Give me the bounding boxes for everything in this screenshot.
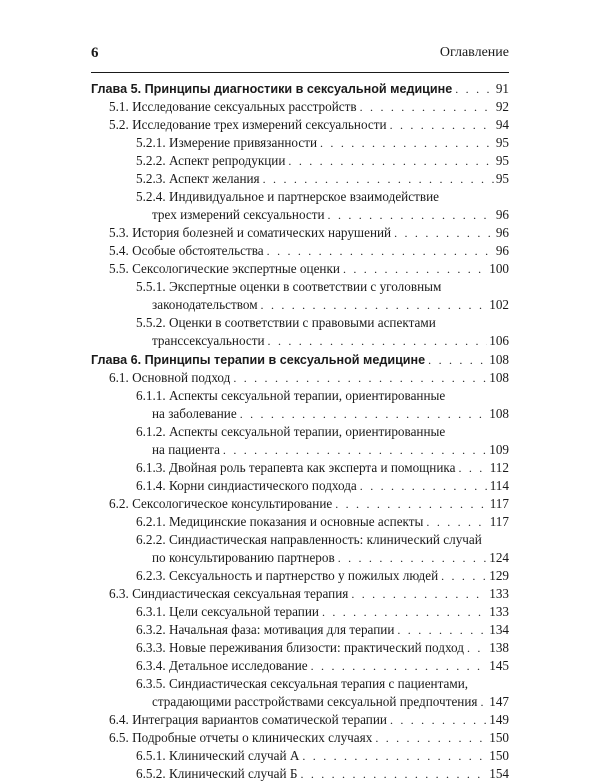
toc-page: 108	[489, 352, 509, 367]
toc-chapter-6	[91, 350, 509, 369]
toc-page: 124	[489, 550, 509, 565]
toc-page: 154	[489, 766, 509, 781]
toc-entry	[91, 405, 509, 423]
toc-page: 95	[495, 171, 509, 186]
toc-entry-title: 5.2.3. Аспект желания	[136, 171, 260, 186]
toc-leader	[426, 513, 487, 531]
toc-page: 109	[489, 442, 509, 457]
toc-leader	[335, 495, 487, 513]
toc-page: 102	[489, 297, 509, 312]
toc-entry	[91, 495, 509, 513]
table-of-contents	[91, 79, 509, 783]
toc-entry-first-line: 6.1.2. Аспекты сексуальной терапии, ориентированные	[136, 424, 446, 439]
toc-page: 117	[489, 496, 509, 511]
toc-page: 133	[489, 586, 509, 601]
toc-leader	[481, 693, 488, 711]
toc-entry	[91, 567, 509, 585]
toc-entry-first-line: 6.1.1. Аспекты сексуальной терапии, ориентированные	[136, 388, 446, 403]
toc-entry	[91, 549, 509, 567]
toc-leader	[455, 80, 494, 98]
toc-entry-title: 6.3. Синдиастическая сексуальная терапия	[109, 586, 349, 601]
toc-entry-title: 6.1. Основной подход	[109, 370, 231, 385]
toc-leader	[390, 711, 487, 729]
toc-leader	[328, 206, 494, 224]
toc-entry-title: законодательством	[152, 297, 258, 312]
toc-entry	[91, 693, 509, 711]
toc-entry	[91, 116, 509, 134]
toc-entry	[91, 477, 509, 495]
toc-leader	[394, 224, 494, 242]
toc-entry	[91, 603, 509, 621]
toc-entry-title: 6.5. Подробные отчеты о клинических случаях	[109, 730, 373, 745]
toc-entry	[91, 170, 509, 188]
toc-entry-first-line: 5.5.1. Экспертные оценки в соответствии с уголовным	[136, 279, 442, 294]
toc-entry-first-line: 6.2.2. Синдиастическая направленность: клинический случай	[136, 532, 482, 547]
toc-entry-title: 6.2.1. Медицинские показания и основные аспекты	[136, 514, 424, 529]
header-rule	[91, 72, 509, 73]
toc-leader	[343, 260, 487, 278]
toc-entry	[91, 459, 509, 477]
toc-chapter-title: Глава 6. Принципы терапии в сексуальной медицине	[91, 353, 426, 367]
toc-entry-first-line: 6.3.5. Синдиастическая сексуальная терапия с пациентами,	[136, 676, 469, 691]
toc-entry-title: 6.3.1. Цели сексуальной терапии	[136, 604, 319, 619]
toc-leader	[320, 134, 494, 152]
toc-entry-title: на заболевание	[152, 406, 237, 421]
toc-entry	[91, 242, 509, 260]
toc-entry-title: трех измерений сексуальности	[152, 207, 325, 222]
toc-leader	[351, 585, 487, 603]
toc-entry	[91, 152, 509, 170]
toc-leader	[375, 729, 487, 747]
toc-entry	[91, 296, 509, 314]
toc-page: 96	[495, 225, 509, 240]
toc-page: 150	[489, 748, 509, 763]
toc-entry	[91, 134, 509, 152]
toc-leader	[360, 477, 488, 495]
toc-chapter-title: Глава 5. Принципы диагностики в сексуальной медицине	[91, 82, 453, 96]
toc-leader	[397, 621, 487, 639]
toc-page: 150	[489, 730, 509, 745]
toc-entry-title: 5.2.2. Аспект репродукции	[136, 153, 286, 168]
toc-entry-title: транссексуальности	[152, 333, 265, 348]
toc-entry-title: 6.5.2. Клинический случай Б	[136, 766, 298, 781]
toc-page: 96	[495, 243, 509, 258]
toc-leader	[428, 351, 487, 369]
toc-leader	[267, 242, 494, 260]
toc-leader	[300, 765, 487, 783]
toc-entry-title: 6.3.4. Детальное исследование	[136, 658, 308, 673]
toc-leader	[360, 98, 494, 116]
toc-entry	[91, 513, 509, 531]
toc-entry-title: 6.2. Сексологическое консультирование	[109, 496, 333, 511]
toc-entry-title: 6.1.4. Корни синдиастического подхода	[136, 478, 357, 493]
toc-entry	[91, 441, 509, 459]
toc-leader	[223, 441, 487, 459]
toc-page: 133	[489, 604, 509, 619]
toc-entry	[91, 585, 509, 603]
toc-entry-title: 5.2.1. Измерение привязанности	[136, 135, 318, 150]
toc-page: 149	[489, 712, 509, 727]
toc-entry-first-line: 5.5.2. Оценки в соответствии с правовыми аспектами	[136, 315, 436, 330]
toc-entry-title: 5.4. Особые обстоятельства	[109, 243, 264, 258]
toc-page: 145	[489, 658, 509, 673]
toc-entry-title: 6.3.2. Начальная фаза: мотивация для терапии	[136, 622, 395, 637]
toc-entry	[91, 657, 509, 675]
toc-entry-title: страдающими расстройствами сексуальной предпочтения	[152, 694, 478, 709]
toc-leader	[459, 459, 488, 477]
toc-page: 94	[495, 117, 509, 132]
toc-page: 129	[489, 568, 509, 583]
toc-entry-title: 6.4. Интеграция вариантов соматической терапии	[109, 712, 387, 727]
toc-entry-title: 6.1.3. Двойная роль терапевта как эксперта и помощника	[136, 460, 456, 475]
toc-page: 112	[489, 460, 509, 475]
toc-entry	[91, 224, 509, 242]
toc-page: 108	[489, 406, 509, 421]
toc-entry	[91, 729, 509, 747]
toc-entry-title: на пациента	[152, 442, 220, 457]
toc-leader	[390, 116, 494, 134]
running-title: Оглавление	[439, 45, 509, 60]
toc-leader	[338, 549, 488, 567]
toc-page: 96	[495, 207, 509, 222]
toc-leader	[311, 657, 488, 675]
toc-entry	[91, 639, 509, 657]
toc-page: 147	[489, 694, 509, 709]
toc-entry	[91, 621, 509, 639]
toc-leader	[467, 639, 487, 657]
toc-entry	[91, 765, 509, 783]
toc-entry-first-line: 5.2.4. Индивидуальное и партнерское взаимодействие	[136, 189, 439, 204]
toc-leader	[288, 152, 493, 170]
toc-entry-title: 6.5.1. Клинический случай А	[136, 748, 300, 763]
toc-entry-title: 5.3. История болезней и соматических нарушений	[109, 225, 392, 240]
toc-leader	[268, 332, 488, 350]
toc-page: 95	[495, 153, 509, 168]
toc-leader	[240, 405, 488, 423]
toc-page: 134	[489, 622, 509, 637]
toc-page: 114	[489, 478, 509, 493]
toc-entry	[91, 711, 509, 729]
toc-entry	[91, 332, 509, 350]
toc-entry-title: 5.1. Исследование сексуальных расстройств	[109, 99, 357, 114]
toc-entry-title: 6.3.3. Новые переживания близости: практический подход	[136, 640, 464, 655]
toc-leader	[233, 369, 487, 387]
toc-entry	[91, 369, 509, 387]
page-header	[91, 45, 509, 69]
toc-page: 91	[495, 81, 509, 96]
toc-entry	[91, 206, 509, 224]
toc-leader	[263, 170, 494, 188]
toc-chapter-5	[91, 79, 509, 98]
toc-page: 106	[489, 333, 509, 348]
page-number: 6	[91, 45, 99, 61]
toc-page: 117	[489, 514, 509, 529]
toc-leader	[322, 603, 487, 621]
toc-entry-title: 5.5. Сексологические экспертные оценки	[109, 261, 340, 276]
toc-entry	[91, 260, 509, 278]
toc-entry	[91, 98, 509, 116]
toc-entry-title: по консультированию партнеров	[152, 550, 335, 565]
toc-entry-title: 6.2.3. Сексуальность и партнерство у пожилых людей	[136, 568, 439, 583]
toc-page: 108	[489, 370, 509, 385]
toc-page: 138	[489, 640, 509, 655]
toc-page: 92	[495, 99, 509, 114]
toc-leader	[261, 296, 488, 314]
toc-page: 100	[489, 261, 509, 276]
toc-entry-title: 5.2. Исследование трех измерений сексуальности	[109, 117, 387, 132]
toc-leader	[441, 567, 487, 585]
toc-page: 95	[495, 135, 509, 150]
